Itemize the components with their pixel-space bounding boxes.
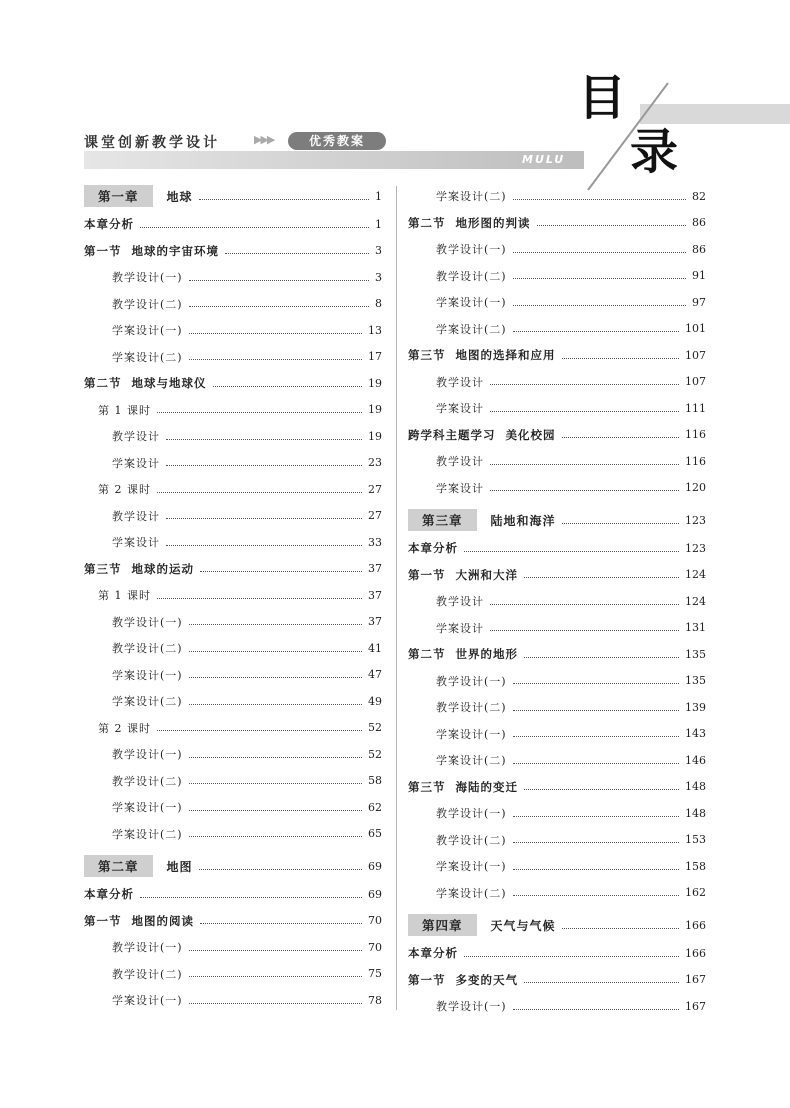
toc-entry-label: 第三节 地球的运动: [84, 561, 195, 576]
toc-entry-label: 第 1 课时: [98, 403, 151, 417]
dot-leader: [513, 736, 679, 737]
toc-entry-label: 学案设计: [436, 621, 484, 635]
dot-leader: [562, 437, 679, 438]
dot-leader: [464, 551, 679, 552]
toc-entry-item[interactable]: [408, 856, 706, 876]
toc-entry-section[interactable]: [84, 559, 382, 579]
toc-entry-label: 教学设计(一): [436, 243, 507, 256]
toc-entry-label: 教学设计: [436, 595, 484, 608]
toc-entry-item[interactable]: [408, 451, 706, 471]
toc-entry-item[interactable]: [408, 239, 706, 259]
dot-leader: [524, 577, 679, 578]
toc-entry-label: 教学设计(一): [112, 615, 183, 629]
dot-leader: [166, 439, 362, 440]
dot-leader: [562, 358, 679, 359]
toc-entry-page: 41: [368, 641, 382, 655]
page-title-mu: 目: [578, 70, 627, 126]
toc-entry-section[interactable]: [84, 241, 382, 261]
toc-entry-item[interactable]: [408, 724, 706, 744]
toc-entry-item[interactable]: [408, 372, 706, 392]
toc-entry-lesson[interactable]: [84, 479, 382, 499]
toc-entry-label: 第 2 课时: [98, 721, 151, 735]
dot-leader: [157, 598, 362, 599]
toc-entry-label: 第三节 地图的选择和应用: [408, 348, 556, 362]
toc-entry-label: 教学设计(一): [436, 674, 507, 688]
toc-entry-label: 学案设计(二): [112, 350, 183, 364]
toc-entry-item[interactable]: [84, 638, 382, 658]
dot-leader: [189, 1003, 362, 1004]
toc-entry-page: 1: [375, 217, 382, 231]
toc-entry-item[interactable]: [408, 830, 706, 850]
column-divider: [396, 186, 397, 1010]
dot-leader: [189, 677, 362, 678]
toc-entry-item[interactable]: [84, 294, 382, 314]
toc-entry-page: 86: [692, 216, 706, 229]
toc-entry-chapter[interactable]: [84, 856, 382, 876]
dot-leader: [513, 763, 679, 764]
toc-entry-label: 教学设计(一): [112, 941, 183, 954]
toc-entry-page: 153: [685, 833, 706, 846]
toc-entry-chapter[interactable]: [408, 915, 706, 935]
toc-entry-page: 101: [685, 322, 706, 335]
toc-entry-page: 158: [685, 859, 706, 873]
toc-entry-label: 教学设计: [112, 430, 160, 443]
dot-leader: [490, 464, 679, 465]
toc-entry-item[interactable]: [408, 883, 706, 903]
toc-entry-section[interactable]: [84, 911, 382, 931]
toc-entry-item[interactable]: [84, 771, 382, 791]
dot-leader: [513, 199, 686, 200]
toc-entry-page: 37: [368, 588, 382, 602]
toc-entry-chapter[interactable]: [84, 186, 382, 206]
toc-entry-label: 学案设计: [436, 402, 484, 415]
toc-entry-page: 69: [368, 887, 382, 901]
toc-entry-section[interactable]: [408, 425, 706, 445]
toc-entry-item[interactable]: [408, 398, 706, 418]
toc-entry-label: 教学设计(二): [112, 297, 183, 311]
toc-entry-page: 120: [685, 481, 706, 494]
dot-leader: [189, 976, 362, 977]
toc-entry-page: 3: [375, 270, 382, 284]
chapter-badge: 第二章: [84, 855, 153, 877]
toc-entry-page: 148: [685, 780, 706, 793]
toc-entry-label: 学案设计(一): [436, 727, 507, 741]
toc-entry-label: 学案设计(一): [436, 296, 507, 309]
toc-entry-label: 第一节 地球的宇宙环境: [84, 243, 220, 258]
toc-entry-item[interactable]: [408, 996, 706, 1016]
toc-entry-item[interactable]: [84, 744, 382, 764]
toc-entry-item[interactable]: [408, 803, 706, 823]
toc-entry-label: 第 1 课时: [98, 589, 151, 602]
toc-entry-label: 第二节 世界的地形: [408, 647, 519, 661]
toc-entry-label: 学案设计(二): [436, 754, 507, 767]
dot-leader: [189, 651, 362, 652]
dot-leader: [537, 225, 686, 226]
toc-entry-page: 107: [685, 375, 706, 388]
toc-entry-label: 学案设计(一): [112, 324, 183, 337]
toc-entry-page: 124: [685, 568, 706, 581]
toc-entry-page: 3: [375, 244, 382, 257]
series-badge: 优秀教案: [288, 132, 386, 150]
toc-entry-page: 167: [685, 973, 706, 986]
toc-entry-item[interactable]: [84, 797, 382, 817]
series-title: 课堂创新教学设计: [84, 135, 220, 151]
toc-entry-section[interactable]: [408, 213, 706, 233]
toc-entry-label: 第一节 大洲和大洋: [408, 567, 519, 582]
dot-leader: [490, 630, 679, 631]
toc-entry-item[interactable]: [408, 618, 706, 638]
dot-leader: [200, 571, 362, 572]
toc-entry-lesson[interactable]: [84, 585, 382, 605]
toc-entry-page: 27: [368, 482, 382, 496]
toc-entry-page: 17: [368, 350, 382, 363]
toc-entry-label: 地球: [166, 189, 193, 204]
toc-entry-page: 123: [685, 541, 706, 555]
toc-entry-label: 第一节 多变的天气: [408, 972, 519, 987]
toc-entry-analysis[interactable]: [84, 214, 382, 234]
toc-entry-item[interactable]: [84, 347, 382, 367]
toc-entry-item[interactable]: [84, 426, 382, 446]
toc-entry-page: 86: [692, 242, 706, 256]
toc-entry-label: 教学设计(二): [436, 833, 507, 847]
toc-entry-item[interactable]: [84, 320, 382, 340]
toc-entry-label: 第二节 地球与地球仪: [84, 376, 207, 390]
toc-entry-label: 教学设计(二): [112, 642, 183, 655]
toc-entry-item[interactable]: [84, 532, 382, 552]
toc-entry-label: 教学设计(一): [112, 271, 183, 284]
toc-entry-page: 23: [368, 456, 382, 469]
dot-leader: [490, 384, 679, 385]
toc-entry-page: 37: [368, 562, 382, 575]
header-band: [84, 151, 584, 169]
toc-entry-label: 教学设计: [436, 455, 484, 468]
toc-entry-page: 124: [685, 594, 706, 608]
dot-leader: [189, 359, 362, 360]
toc-entry-label: 天气与气候: [490, 918, 556, 933]
toc-entry-label: 学案设计(二): [436, 886, 507, 900]
dot-leader: [166, 545, 362, 546]
toc-entry-label: 本章分析: [84, 217, 134, 231]
toc-entry-label: 学案设计(一): [112, 801, 183, 814]
toc-entry-section[interactable]: [408, 777, 706, 797]
toc-entry-item[interactable]: [408, 478, 706, 498]
toc-entry-label: 本章分析: [408, 541, 458, 555]
toc-entry-label: 第三节 海陆的变迁: [408, 779, 519, 794]
toc-entry-page: 62: [368, 800, 382, 814]
toc-entry-label: 学案设计: [112, 456, 160, 470]
toc-entry-item[interactable]: [408, 319, 706, 339]
toc-entry-page: 58: [368, 774, 382, 787]
toc-entry-page: 69: [368, 859, 382, 873]
toc-entry-label: 学案设计: [112, 536, 160, 549]
toc-entry-page: 75: [368, 967, 382, 980]
toc-entry-analysis[interactable]: [84, 884, 382, 904]
toc-entry-page: 70: [368, 914, 382, 927]
dot-leader: [464, 956, 679, 957]
dot-leader: [189, 704, 362, 705]
toc-entry-page: 166: [685, 946, 706, 960]
toc-entry-item[interactable]: [84, 267, 382, 287]
toc-entry-page: 162: [685, 886, 706, 899]
toc-entry-analysis[interactable]: [408, 943, 706, 963]
toc-entry-item[interactable]: [408, 292, 706, 312]
dot-leader: [189, 810, 362, 811]
toc-entry-page: 146: [685, 753, 706, 767]
toc-entry-section[interactable]: [408, 565, 706, 585]
toc-entry-page: 49: [368, 694, 382, 708]
dot-leader: [157, 492, 362, 493]
toc-entry-label: 学案设计(一): [112, 994, 183, 1007]
toc-entry-page: 135: [685, 647, 706, 661]
toc-entry-item[interactable]: [408, 697, 706, 717]
toc-entry-page: 135: [685, 674, 706, 687]
dot-leader: [490, 411, 679, 412]
toc-entry-page: 47: [368, 668, 382, 681]
toc-entry-lesson[interactable]: [84, 400, 382, 420]
toc-entry-page: 19: [368, 429, 382, 443]
toc-entry-label: 陆地和海洋: [490, 513, 556, 528]
dot-leader: [513, 305, 686, 306]
dot-leader: [166, 518, 362, 519]
toc-entry-page: 52: [368, 747, 382, 761]
toc-entry-item[interactable]: [84, 937, 382, 957]
toc-entry-page: 97: [692, 295, 706, 309]
toc-entry-page: 166: [685, 918, 706, 932]
toc-entry-item[interactable]: [84, 612, 382, 632]
dot-leader: [166, 465, 362, 466]
toc-entry-label: 学案设计(二): [436, 322, 507, 336]
dot-leader: [189, 836, 362, 837]
toc-entry-page: 91: [692, 269, 706, 282]
toc-entry-page: 65: [368, 827, 382, 840]
toc-entry-page: 52: [368, 721, 382, 734]
toc-entry-page: 19: [368, 376, 382, 390]
toc-entry-label: 教学设计(二): [436, 701, 507, 714]
dot-leader: [513, 683, 679, 684]
toc-entry-label: 教学设计(一): [436, 807, 507, 820]
dot-leader: [189, 333, 362, 334]
toc-entry-label: 教学设计(一): [112, 748, 183, 761]
toc-entry-label: 教学设计(一): [436, 1000, 507, 1013]
dot-leader: [189, 306, 369, 307]
dot-leader: [189, 783, 362, 784]
dot-leader: [189, 280, 369, 281]
toc-entry-page: 116: [685, 454, 706, 468]
toc-entry-section[interactable]: [84, 373, 382, 393]
dot-leader: [189, 624, 362, 625]
dot-leader: [513, 1009, 679, 1010]
toc-entry-item[interactable]: [84, 453, 382, 473]
toc-entry-label: 本章分析: [84, 887, 134, 901]
toc-entry-section[interactable]: [408, 970, 706, 990]
toc-entry-page: 33: [368, 535, 382, 549]
toc-entry-label: 地图: [166, 859, 193, 874]
dot-leader: [513, 842, 679, 843]
dot-leader: [189, 757, 362, 758]
arrows-icon: ▶▶▶: [254, 133, 274, 146]
toc-entry-item[interactable]: [408, 186, 706, 206]
page-title-lu: 录: [630, 124, 679, 180]
dot-leader: [490, 604, 679, 605]
toc-entry-label: 学案设计(一): [436, 860, 507, 873]
toc-entry-page: 167: [685, 999, 706, 1013]
dot-leader: [213, 386, 362, 387]
toc-entry-label: 教学设计(二): [436, 269, 507, 283]
toc-entry-label: 跨学科主题学习 美化校园: [408, 427, 556, 442]
chapter-badge: 第四章: [408, 914, 477, 936]
toc-entry-page: 143: [685, 727, 706, 740]
dot-leader: [524, 657, 679, 658]
toc-entry-page: 8: [375, 297, 382, 310]
chapter-badge: 第一章: [84, 185, 153, 207]
mulu-label: MULU: [522, 153, 566, 166]
dot-leader: [524, 982, 679, 983]
toc-entry-label: 学案设计(二): [112, 827, 183, 841]
dot-leader: [225, 253, 369, 254]
toc-entry-page: 82: [692, 189, 706, 203]
toc-entry-label: 第一节 地图的阅读: [84, 913, 195, 928]
toc-entry-label: 教学设计: [436, 375, 484, 389]
dot-leader: [200, 923, 362, 924]
toc-entry-page: 1: [375, 189, 382, 203]
dot-leader: [513, 331, 679, 332]
toc-entry-item[interactable]: [408, 266, 706, 286]
toc-entry-page: 116: [685, 428, 706, 441]
toc-entry-item[interactable]: [84, 665, 382, 685]
toc-entry-label: 学案设计(二): [112, 695, 183, 708]
toc-entry-item[interactable]: [84, 506, 382, 526]
dot-leader: [562, 523, 679, 524]
toc-entry-label: 教学设计(二): [112, 774, 183, 788]
toc-entry-page: 139: [685, 700, 706, 714]
toc-entry-section[interactable]: [408, 345, 706, 365]
toc-entry-page: 70: [368, 940, 382, 954]
dot-leader: [513, 278, 686, 279]
toc-entry-label: 学案设计(二): [436, 190, 507, 203]
toc-entry-label: 教学设计(二): [112, 967, 183, 981]
dot-leader: [513, 816, 679, 817]
toc-entry-label: 第二节 地形图的判读: [408, 215, 531, 230]
toc-entry-page: 123: [685, 513, 706, 527]
toc-entry-chapter[interactable]: [408, 510, 706, 530]
toc-entry-label: 学案设计: [436, 481, 484, 495]
toc-entry-page: 107: [685, 348, 706, 362]
dot-leader: [157, 730, 362, 731]
toc-entry-item[interactable]: [408, 591, 706, 611]
toc-entry-page: 13: [368, 323, 382, 337]
dot-leader: [513, 710, 679, 711]
dot-leader: [189, 950, 362, 951]
toc-entry-label: 第 2 课时: [98, 483, 151, 496]
toc-entry-label: 学案设计(一): [112, 668, 183, 682]
toc-entry-label: 本章分析: [408, 946, 458, 960]
dot-leader: [513, 895, 679, 896]
toc-entry-analysis[interactable]: [408, 538, 706, 558]
dot-leader: [513, 252, 686, 253]
toc-entry-page: 131: [685, 621, 706, 634]
toc-entry-page: 27: [368, 509, 382, 522]
dot-leader: [524, 789, 679, 790]
dot-leader: [199, 199, 369, 200]
toc-entry-lesson[interactable]: [84, 718, 382, 738]
toc-entry-page: 37: [368, 615, 382, 628]
toc-entry-item[interactable]: [84, 824, 382, 844]
dot-leader: [199, 869, 362, 870]
dot-leader: [157, 412, 362, 413]
toc-entry-item[interactable]: [408, 671, 706, 691]
toc-entry-item[interactable]: [84, 990, 382, 1010]
dot-leader: [513, 869, 679, 870]
toc-entry-item[interactable]: [408, 750, 706, 770]
dot-leader: [562, 928, 679, 929]
toc-entry-section[interactable]: [408, 644, 706, 664]
dot-leader: [140, 897, 362, 898]
dot-leader: [140, 227, 369, 228]
toc-entry-item[interactable]: [84, 691, 382, 711]
dot-leader: [490, 490, 679, 491]
toc-entry-label: 教学设计: [112, 509, 160, 523]
toc-entry-page: 148: [685, 806, 706, 820]
toc-entry-page: 78: [368, 993, 382, 1007]
toc-entry-page: 111: [685, 401, 706, 415]
chapter-badge: 第三章: [408, 509, 477, 531]
toc-entry-page: 19: [368, 403, 382, 416]
toc-entry-item[interactable]: [84, 964, 382, 984]
